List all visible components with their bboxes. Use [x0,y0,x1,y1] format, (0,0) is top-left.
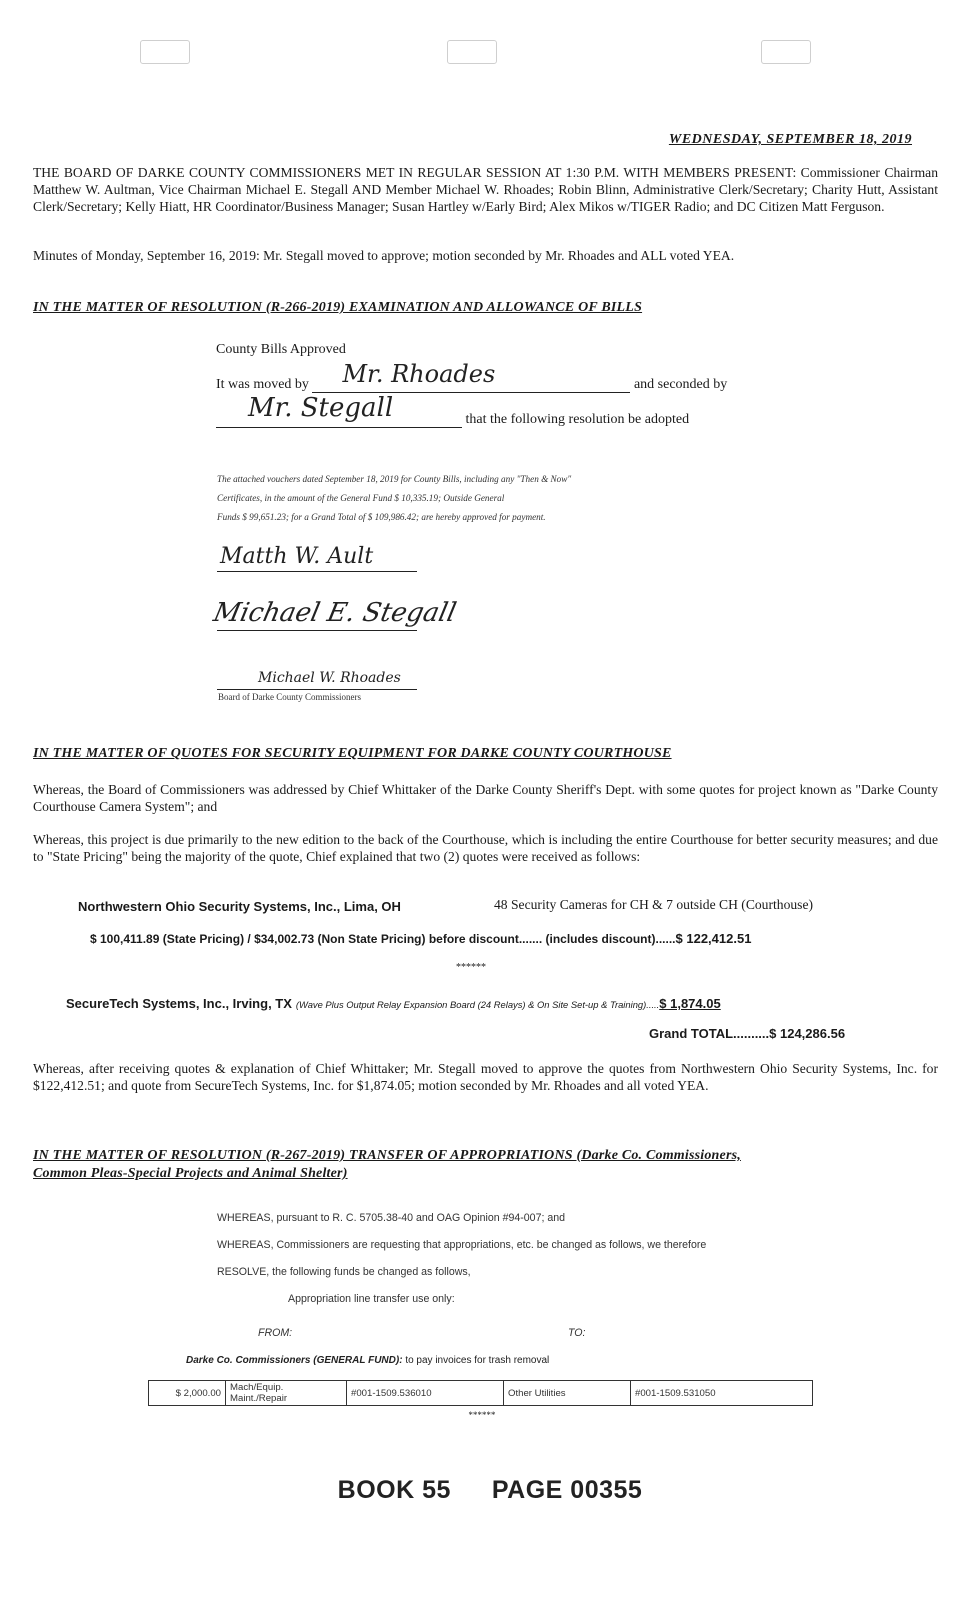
book-page-footer [0,1476,980,1505]
transfer-table [148,1380,813,1406]
book-number: BOOK 55 [337,1476,451,1504]
moved-by-signature: Mr. Rhoades [342,360,496,388]
whereas-paragraph-1: Whereas, the Board of Commissioners was addressed by Chief Whittaker of the Darke County Sheriff's Dept. with some quotes for project known as "Darke County Courthouse Camera System"; and [33,782,938,814]
vendor-1-name: Northwestern Ohio Security Systems, Inc., Lima, OH [78,899,401,914]
moved-by-blank [312,360,630,393]
grand-total-label: Grand TOTAL.......... [649,1026,770,1041]
from-label: FROM: [258,1327,293,1339]
whereas-paragraph-2: Whereas, this project is due primarily to the new edition to the back of the Courthouse, which is including the entire Courthouse for better security measures; and due to "State Pricing" being the majority of the quote, Chief explained that two (2) quotes were received as follows: [33,832,938,864]
voucher-line: Certificates, in the amount of the General Fund $ 10,335.19; Outside General [217,493,505,503]
seconded-by-blank [216,393,462,428]
board-caption: Board of Darke County Commissioners [218,692,361,702]
attendance-paragraph: THE BOARD OF DARKE COUNTY COMMISSIONERS MET IN REGULAR SESSION AT 1:30 P.M. WITH MEMBERS PRESENT: Commissioner Chairman Matthew W. Aultman, Vice Chairman Michael E. Stegall AND Member Michael W. Rhoades; Robin Blinn, Administrative Clerk/Secretary; Charity Hutt, Assistant Clerk/Secretary; Kelly Hiatt, HR Coordinator/Business Manager; Susan Hartley w/Early Bird; Alex Mikos w/TIGER Radio; and DC Citizen Matt Ferguson. [33,165,938,214]
vendor-1-total: $ 122,412.51 [675,931,752,946]
commissioner-signature-aultman: Matth W. Ault [220,544,374,569]
resolve-statement: RESOLVE, the following funds be changed as follows, [217,1266,471,1278]
to-account: #001-1509.531050 [631,1381,813,1406]
whereas-statute: WHEREAS, pursuant to R. C. 5705.38-40 and OAG Opinion #94-007; and [217,1212,566,1224]
signature-line [217,689,417,690]
vendor-1-pricing-detail: $ 100,411.89 (State Pricing) / $34,002.73 (Non State Pricing) before discount....... (includes discount)...... [90,932,676,946]
signature-line [217,571,417,572]
from-account: #001-1509.536010 [347,1381,504,1406]
signature-line [217,630,417,631]
voucher-statement [217,470,677,527]
whereas-approval-paragraph: Whereas, after receiving quotes & explanation of Chief Whittaker; Mr. Stegall moved to approve the quotes from Northwestern Ohio Security Systems, Inc. for $122,412.51; and quote from SecureTech Systems, Inc. for $1,874.05; motion seconded by Mr. Rhoades and all voted YEA. [33,1061,938,1093]
punch-hole-mark [140,40,190,64]
fund-label: Darke Co. Commissioners (GENERAL FUND): [186,1355,403,1366]
voucher-line: The attached vouchers dated September 18, 2019 for County Bills, including any "Then & Now" [217,474,572,484]
line-transfer-label: Appropriation line transfer use only: [288,1293,455,1305]
fund-line [186,1355,549,1366]
vendor-1-description: 48 Security Cameras for CH & 7 outside CH (Courthouse) [494,897,814,912]
section-heading-bills: IN THE MATTER OF RESOLUTION (R-266-2019) EXAMINATION AND ALLOWANCE OF BILLS [33,300,643,315]
minutes-approval: Minutes of Monday, September 16, 2019: Mr. Stegall moved to approve; motion seconded by Mr. Rhoades and ALL voted YEA. [33,248,735,263]
section-heading-security-quotes: IN THE MATTER OF QUOTES FOR SECURITY EQUIPMENT FOR DARKE COUNTY COURTHOUSE [33,746,672,761]
whereas-request: WHEREAS, Commissioners are requesting that appropriations, etc. be changed as follows, we therefore [217,1239,707,1251]
moved-by-label: It was moved by [216,377,309,392]
vendor-2-name: SecureTech Systems, Inc., Irving, TX [66,996,292,1011]
to-description: Other Utilities [504,1381,631,1406]
grand-total-line [649,1026,845,1041]
punch-hole-mark [761,40,811,64]
moved-by-line [216,360,756,393]
seconded-by-signature: Mr. Stegall [248,393,394,423]
from-description: Mach/Equip. Maint./Repair [226,1381,347,1406]
transfer-amount: $ 2,000.00 [149,1381,226,1406]
section-heading-transfer-line2: Common Pleas-Special Projects and Animal Shelter) [33,1166,348,1181]
page-number: PAGE 00355 [491,1476,643,1504]
county-bills-label: County Bills Approved [216,342,346,357]
vendor-2-description: (Wave Plus Output Relay Expansion Board (24 Relays) & On Site Set-up & Training)..... [295,999,660,1010]
vendor-2-total: $ 1,874.05 [659,996,721,1011]
section-heading-transfer-line1: IN THE MATTER OF RESOLUTION (R-267-2019) TRANSFER OF APPROPRIATIONS (Darke Co. Commissioners, [33,1148,741,1163]
to-label: TO: [568,1327,586,1339]
punch-hole-mark [447,40,497,64]
commissioner-signature-rhoades: Michael W. Rhoades [258,670,401,686]
transfer-separator: ****** [468,1410,495,1420]
table-row [149,1381,813,1406]
commissioner-signature-stegall: Michael E. Stegall [210,598,459,628]
seconded-by-label: and seconded by [633,377,728,392]
adopted-text: that the following resolution be adopted [465,412,690,427]
voucher-line: Funds $ 99,651.23; for a Grand Total of $ 109,986.42; are hereby approved for payment. [217,512,546,522]
grand-total-value: $ 124,286.56 [769,1026,846,1041]
meeting-date: WEDNESDAY, SEPTEMBER 18, 2019 [668,132,912,147]
quote-separator: ****** [456,962,486,973]
vendor-1-pricing [90,931,751,946]
vendor-2-line [66,995,721,1013]
seconded-by-line [216,393,736,428]
fund-purpose: to pay invoices for trash removal [405,1355,550,1366]
